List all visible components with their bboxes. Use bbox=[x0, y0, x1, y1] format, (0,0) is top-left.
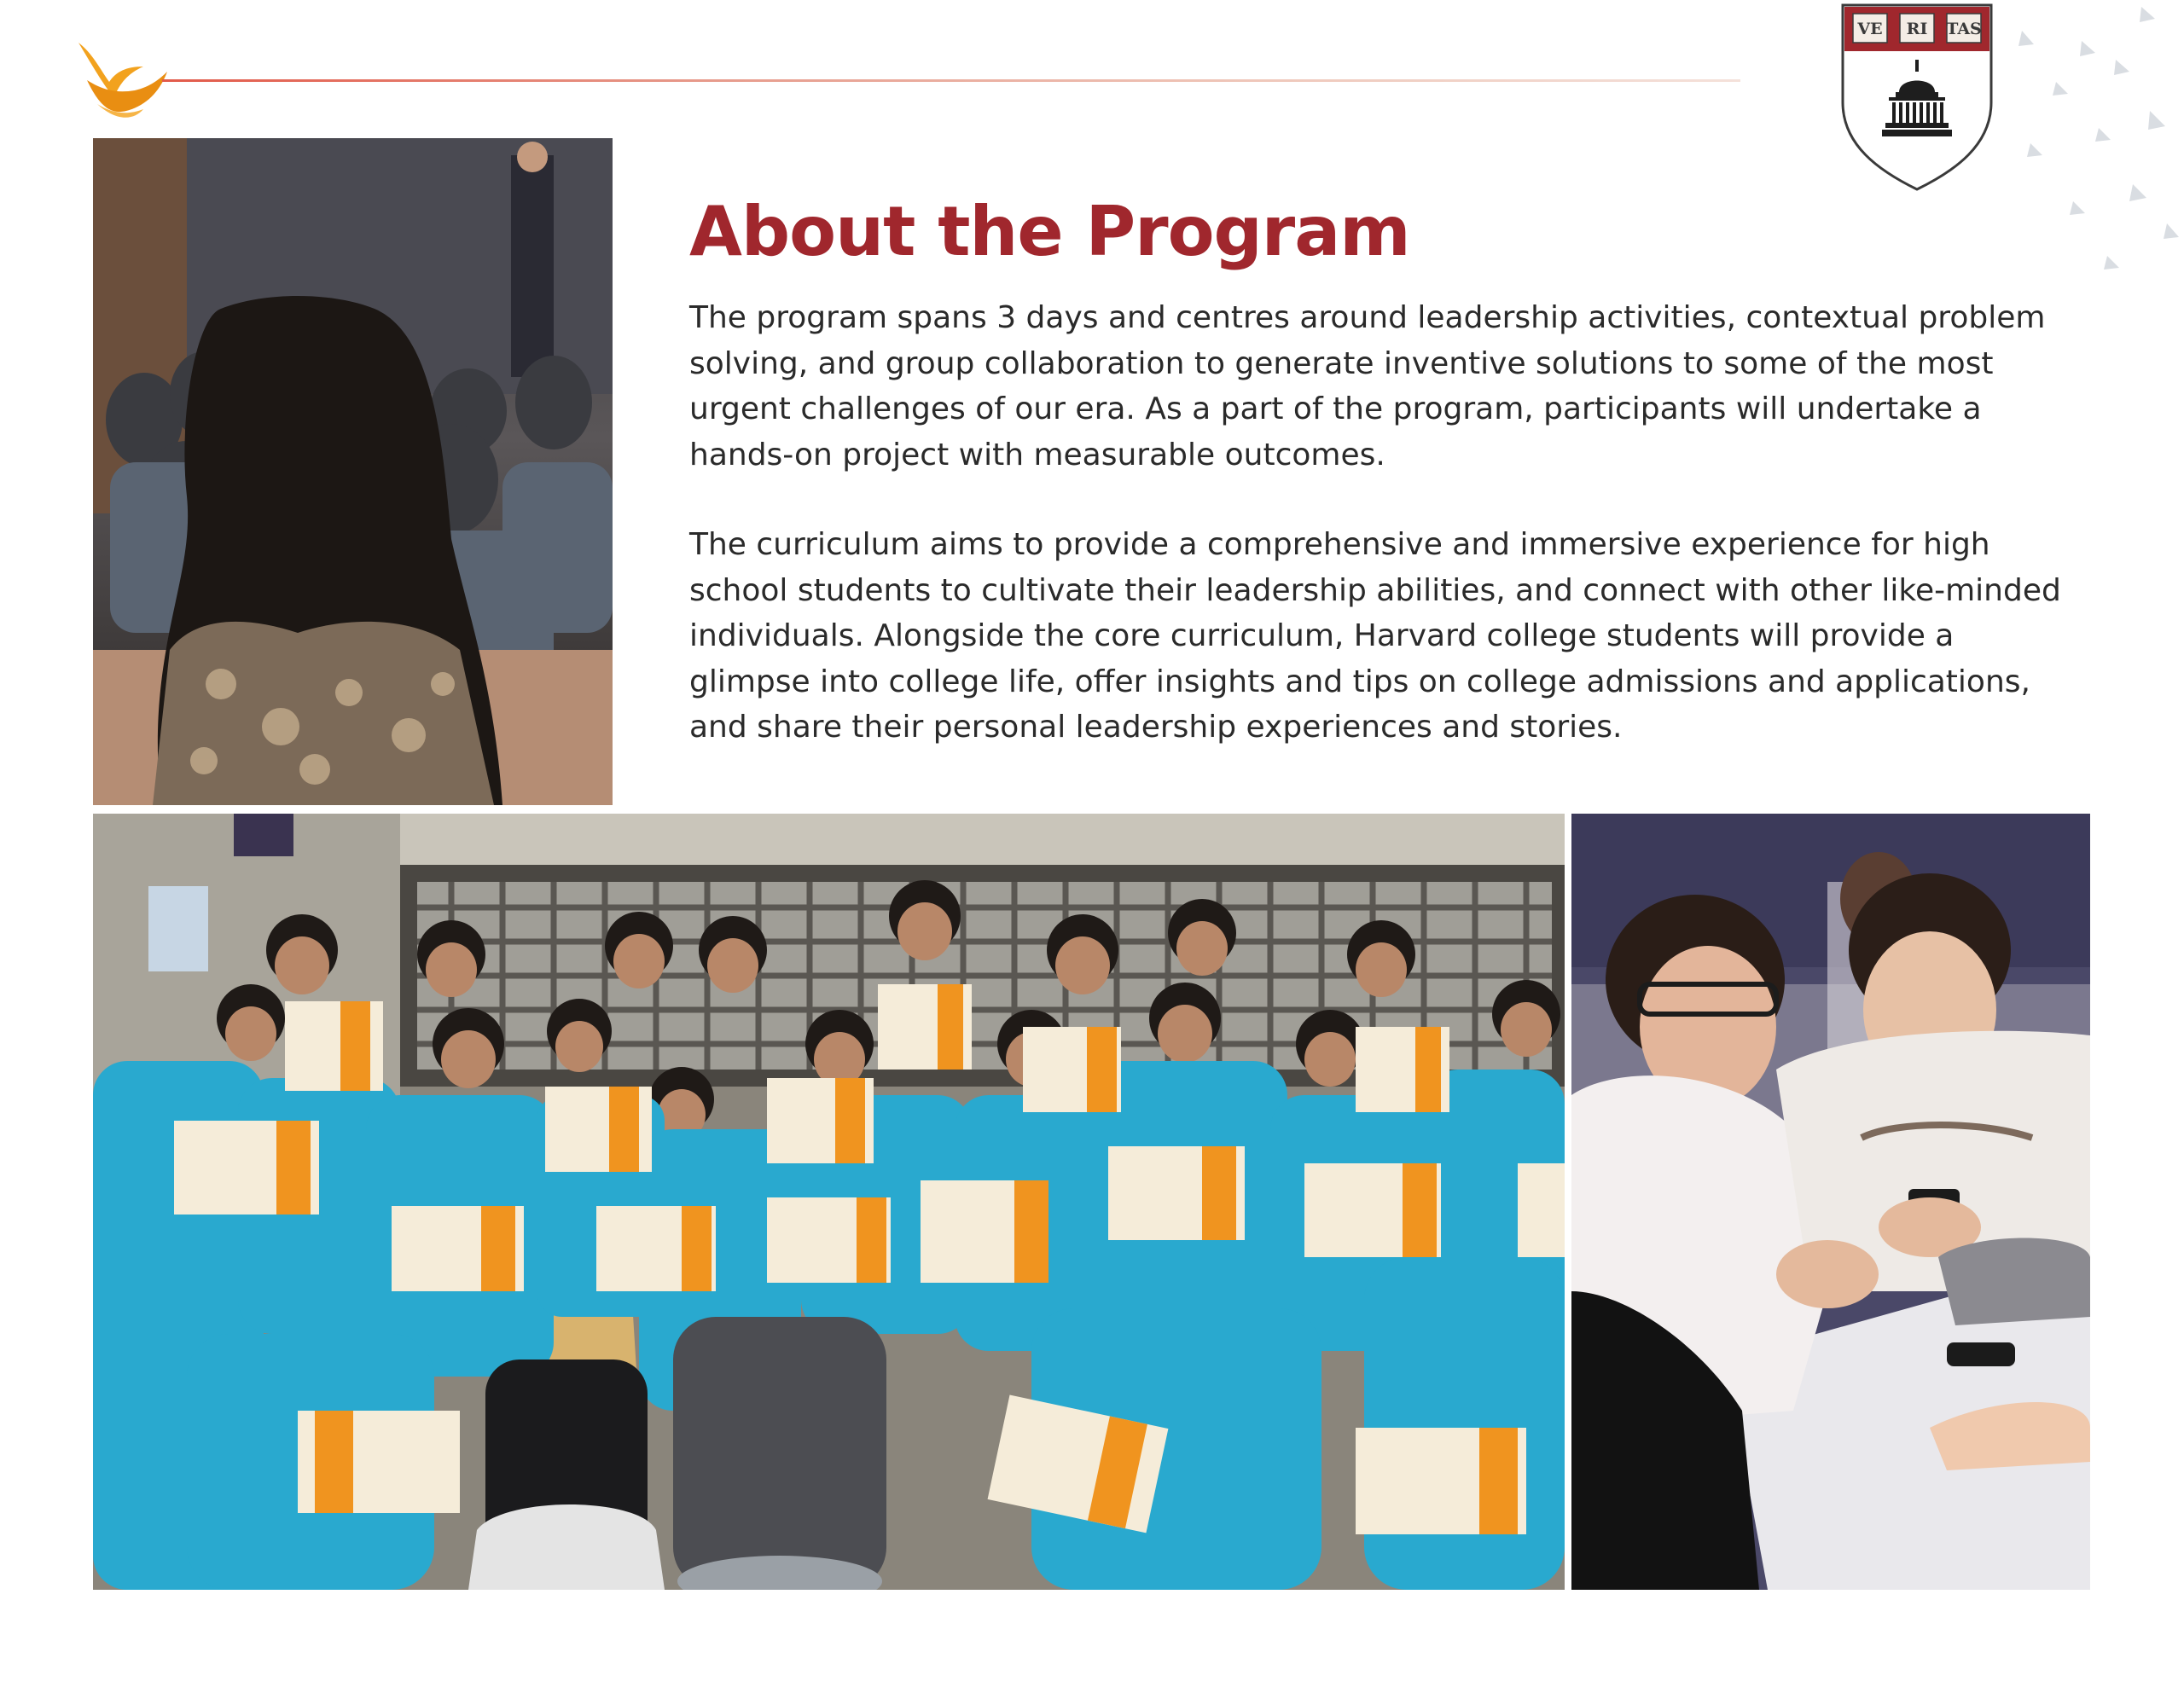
program-description-paragraph: The program spans 3 days and centres around leadership activities, contextual problem solving, and group collaboration to generate inventive solutions to some of the most urgent challenges of our era. As a part of the program, participants will undertake a hands-on project with measurable outcomes. bbox=[689, 300, 2046, 472]
header-rule bbox=[162, 79, 1740, 82]
certificate-group-photo bbox=[93, 814, 1565, 1590]
crest-text-3: TAS bbox=[1946, 20, 1982, 38]
curriculum-description-paragraph: The curriculum aims to provide a comprehensive and immersive experience for high school students to cultivate their leadership abilities, and connect with other like-minded individuals. Alongside the core curriculum, Harvard college students will provide a glimpse into college life, offer insights and tips on college admissions and applications, and share their personal leadership experiences and stories. bbox=[689, 527, 2061, 745]
harvard-shield-crest bbox=[1836, 0, 1998, 192]
crest-text-2: RI bbox=[1906, 20, 1928, 38]
decorative-triangles bbox=[2013, 0, 2184, 307]
page-title: About the Program bbox=[689, 192, 1410, 271]
students-at-table-photo bbox=[1571, 814, 2090, 1590]
crest-text-1: VE bbox=[1857, 20, 1883, 38]
seminar-audience-photo bbox=[93, 138, 613, 805]
bird-logo-icon bbox=[75, 38, 169, 123]
